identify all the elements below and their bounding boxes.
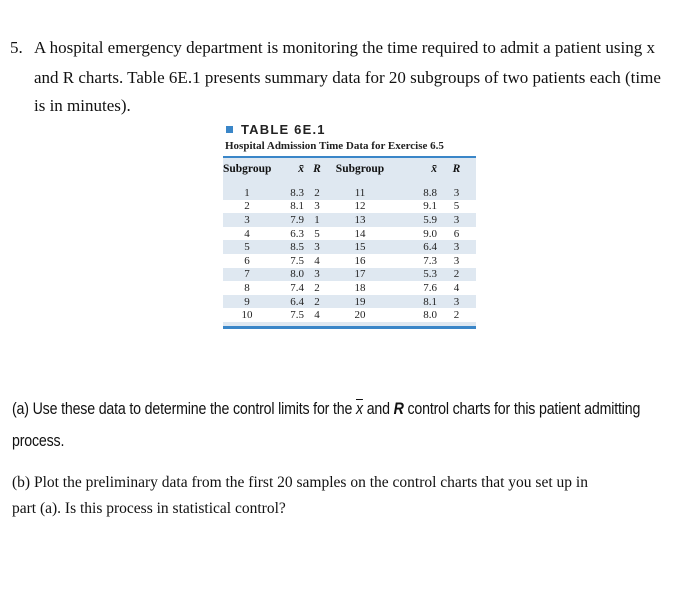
table-cell: 7.5 [290,309,304,322]
table-cell: 4 [244,227,250,240]
table-column-headers [223,158,476,180]
table-cell: 8.1 [423,295,437,308]
table-cell: 8.0 [290,268,304,281]
part-a-text-post: control charts for this patient admitting [403,400,641,418]
table-cell: 8 [244,281,250,294]
table-cell: 2 [314,186,320,199]
table-cell: 17 [354,268,366,281]
table-body [223,180,476,326]
table-header [223,121,476,138]
table-cell: 6.3 [290,227,304,240]
col-header-subgroup-1: Subgroup [223,163,272,175]
table-cell: 4 [453,281,460,294]
table-caption: Hospital Admission Time Data for Exercise 6.5 [225,140,444,152]
part-b-line-2: part (a). Is this process in statistical control? [12,500,286,517]
table-cell: 3 [453,254,460,267]
table-cell: 14 [354,227,366,240]
col-header-xbar-2: x̄ [431,163,437,175]
part-b-line-1: (b) Plot the preliminary data from the first 20 samples on the control charts that you set up in [12,474,588,491]
table-cell: 9 [244,295,250,308]
table-cell: 3 [453,295,460,308]
table-cell: 6 [453,227,460,240]
table-cell: 19 [354,295,366,308]
table-cell: 7.5 [290,254,304,267]
table-cell: 20 [354,309,366,322]
table-row [223,295,476,309]
table-row [223,186,476,200]
square-bullet-icon [226,126,233,133]
table-cell: 5 [244,241,250,254]
table-cell: 7.9 [290,213,304,226]
table-cell: 2 [453,309,460,322]
table-cell: 8.0 [423,309,437,322]
table-cell: 12 [354,200,366,213]
part-a-line-1 [12,400,640,419]
table-cell: 7 [244,268,250,281]
table-cell: 7.4 [290,281,304,294]
table-cell: 5 [453,200,460,213]
table-cell: 6.4 [423,241,437,254]
table-cell: 11 [354,186,366,199]
table-cell: 16 [354,254,366,267]
table-cell: 3 [453,213,460,226]
table-cell: 3 [314,200,320,213]
table-cell: 1 [244,186,250,199]
table-cell: 9.0 [423,227,437,240]
table-cell: 3 [314,241,320,254]
table-cell: 4 [314,254,320,267]
table-row [223,268,476,282]
table-row [223,281,476,295]
xbar-symbol: $\overline{x}$ [355,400,363,418]
table-cell: 5.9 [423,213,437,226]
table-row [223,200,476,214]
question-line-2: and R charts. Table 6E.1 presents summary data for 20 subgroups of two patients each (time [34,68,661,87]
table-cell: 3 [314,268,320,281]
table-cell: 5.3 [423,268,437,281]
col-header-r-2: R [452,163,461,175]
table-bottom-rule [223,326,476,329]
table-cell: 3 [453,186,460,199]
table-cell: 8.1 [290,200,304,213]
table-cell: 6.4 [290,295,304,308]
table-row [223,227,476,241]
table-cell: 9.1 [423,200,437,213]
table-cell: 8.3 [290,186,304,199]
table-cell: 2 [314,281,320,294]
r-symbol: R [393,400,404,418]
question-text-1: A hospital emergency department is monitoring the time required to admit a patient using x [34,38,655,57]
table-cell: 8.8 [423,186,437,199]
table-row [223,240,476,254]
table-cell: 2 [244,200,250,213]
question-number: 5. [10,38,23,57]
table-row [223,308,476,322]
table-cell: 1 [314,213,320,226]
table-cell: 18 [354,281,366,294]
table-cell: 6 [244,254,250,267]
col-header-xbar-1: x̄ [298,163,304,175]
col-header-r-1: R [313,163,321,175]
table-cell: 3 [453,241,460,254]
table-cell: 15 [354,241,366,254]
col-header-subgroup-2: Subgroup [335,163,385,175]
part-a-text-mid: and [362,400,394,418]
table-cell: 8.5 [290,241,304,254]
table-cell: 5 [314,227,320,240]
table-cell: 7.6 [423,281,437,294]
data-table [223,121,476,329]
table-cell: 2 [314,295,320,308]
question-line-3: is in minutes). [34,96,131,115]
table-cell: 13 [354,213,366,226]
table-label: TABLE 6E.1 [241,122,326,137]
part-a-line-2: process. [12,432,65,450]
table-cell: 4 [314,309,320,322]
part-a-text-pre: (a) Use these data to determine the control limits for the [12,400,356,418]
table-cell: 2 [453,268,460,281]
table-row [223,254,476,268]
table-cell: 10 [241,309,253,322]
table-row [223,213,476,227]
table-cell: 3 [244,213,250,226]
table-cell: 7.3 [423,254,437,267]
